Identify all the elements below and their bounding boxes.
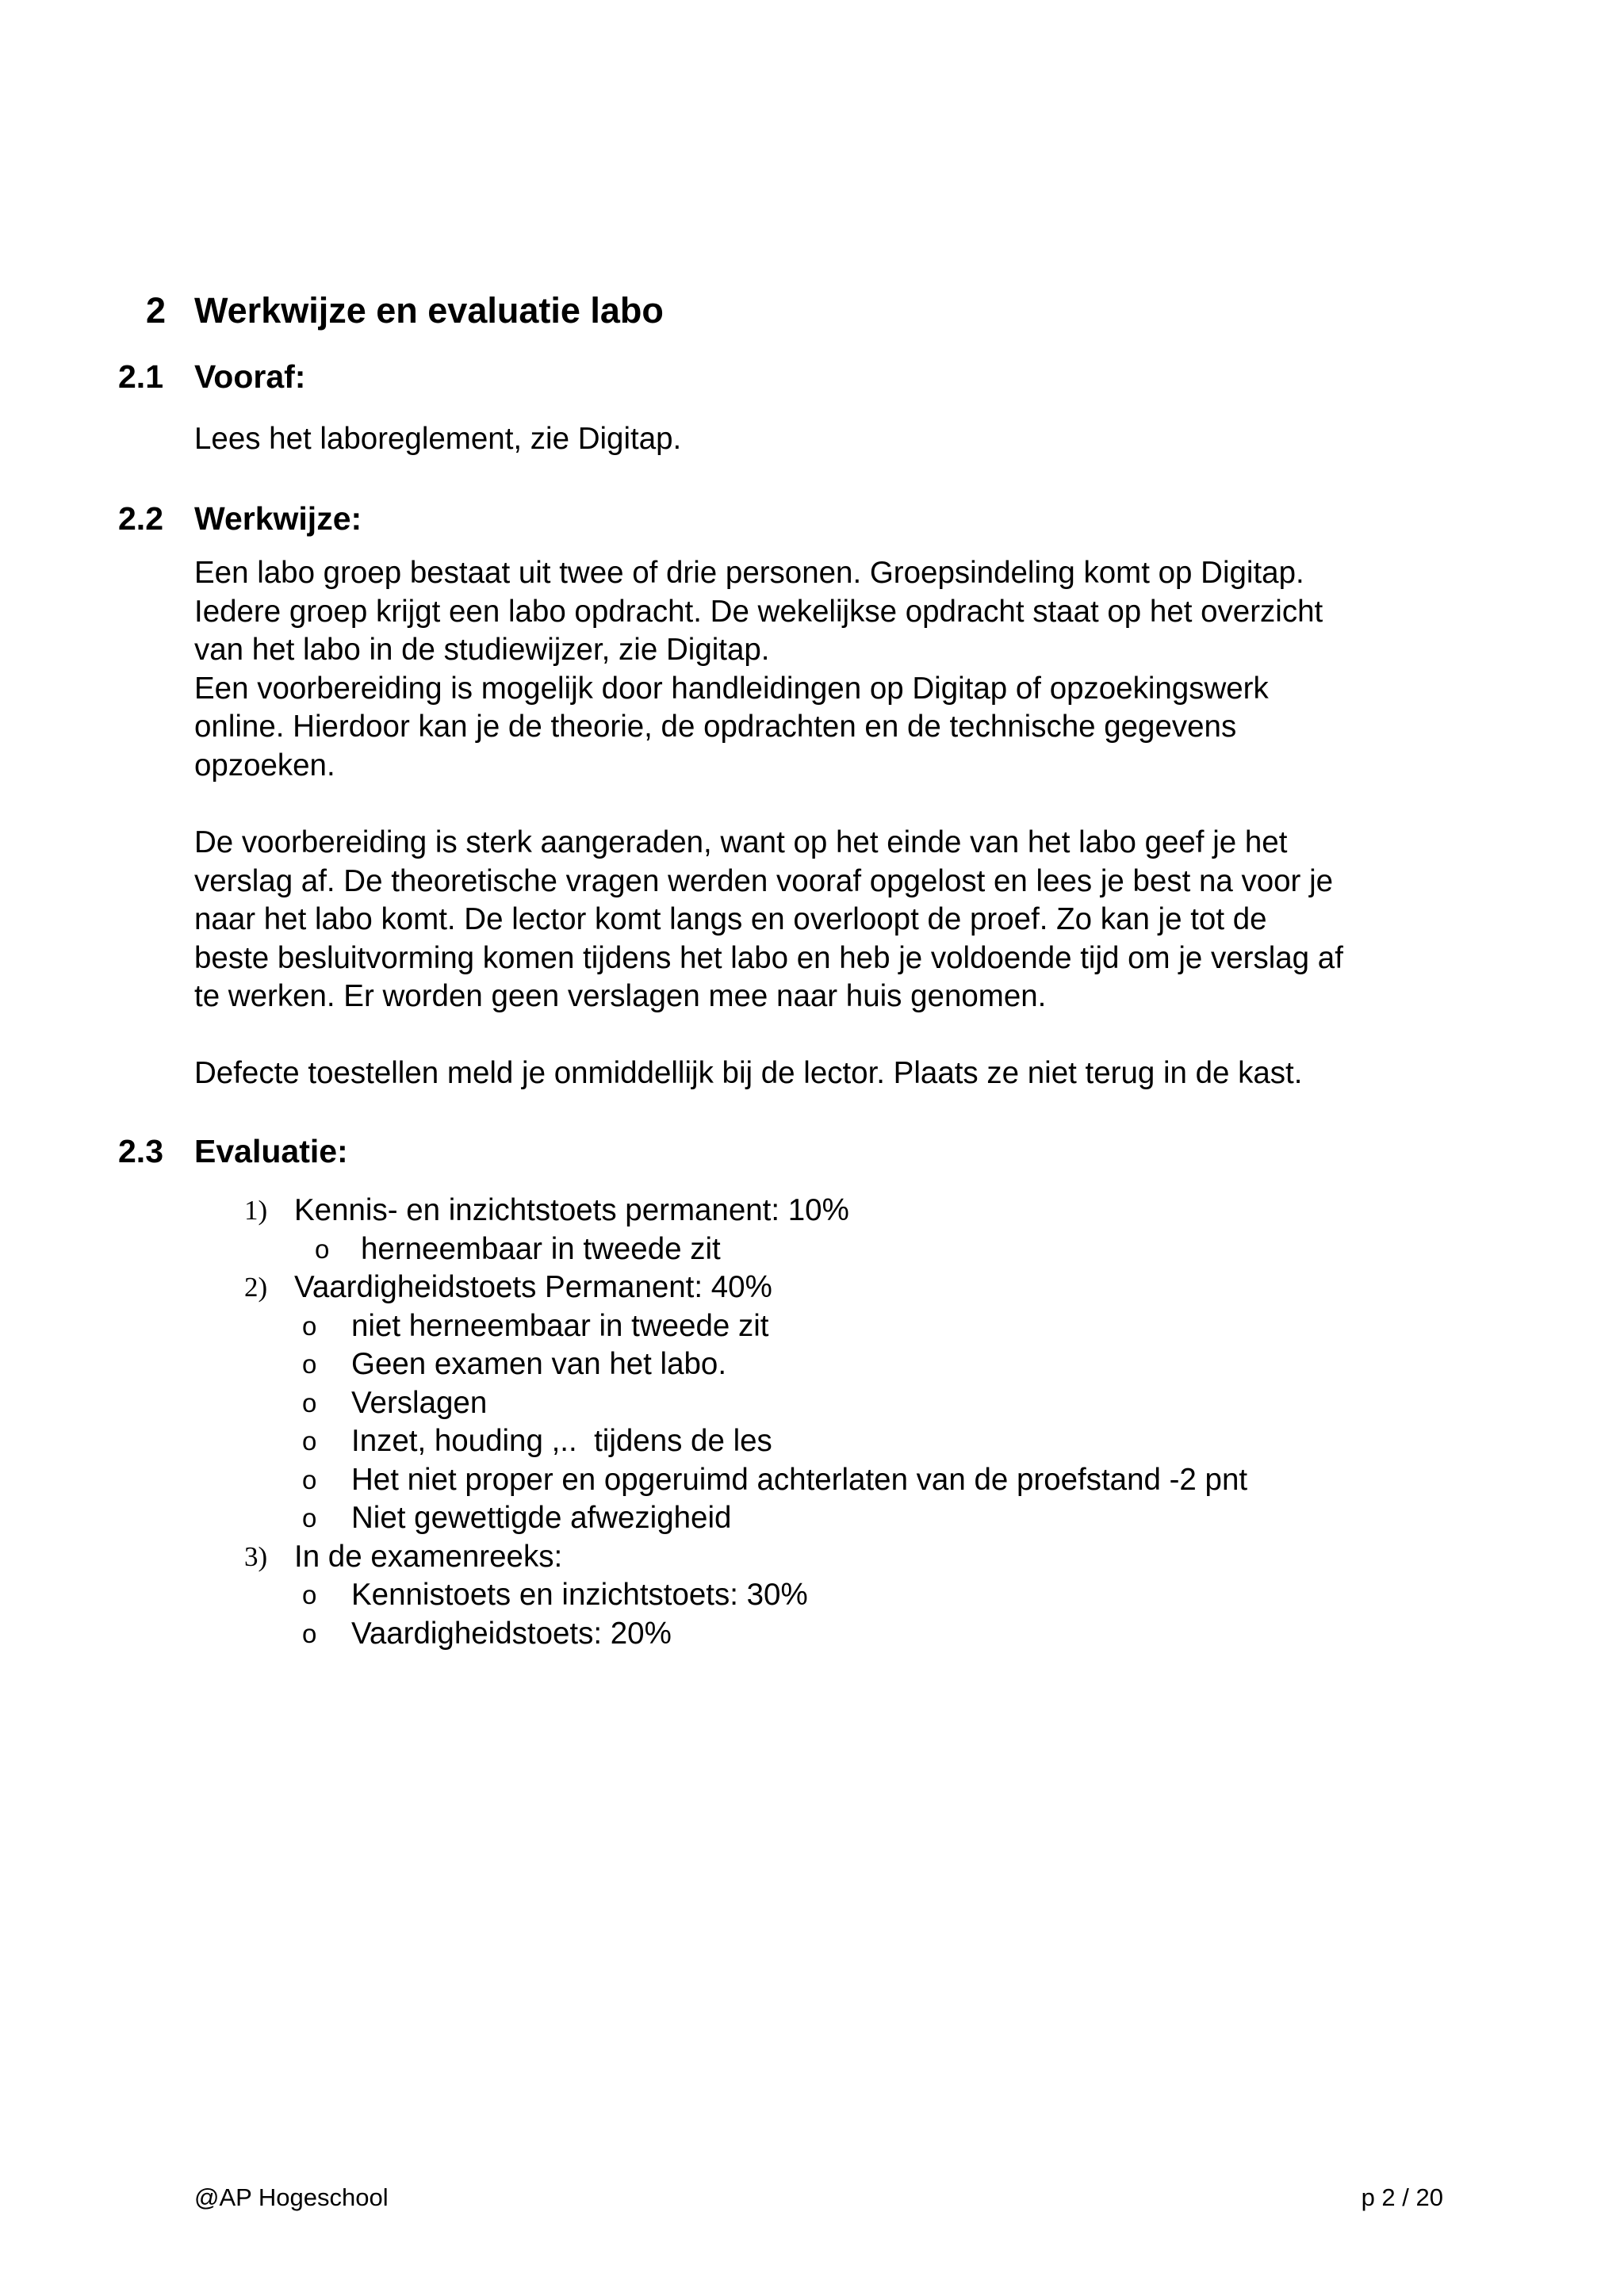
sub-list-item-text: herneembaar in tweede zit	[361, 1231, 721, 1266]
text-line: Een labo groep bestaat uit twee of drie personen. Groepsindeling komt op Digitap.	[194, 556, 1304, 590]
text-line: van het labo in de studiewijzer, zie Digitap.	[194, 633, 770, 667]
bullet-marker: o	[302, 1464, 317, 1494]
footer-page-number: p 2 / 20	[1361, 2183, 1443, 2211]
paragraph-werkwijze-2	[194, 824, 1343, 1016]
sub-list-item-text: Geen examen van het labo.	[351, 1347, 727, 1381]
sub-list-item-text: Verslagen	[351, 1385, 488, 1420]
text-line: te werken. Er worden geen verslagen mee naar huis genomen.	[194, 979, 1047, 1013]
list-item	[0, 1192, 1624, 1230]
subsection-title: Werkwijze:	[194, 500, 362, 537]
sub-list-item-text: Kennistoets en inzichtstoets: 30%	[351, 1578, 808, 1612]
list-item	[0, 1269, 1624, 1307]
bullet-marker: o	[302, 1618, 317, 1648]
paragraph-vooraf	[194, 420, 681, 459]
sub-list-item	[0, 1615, 1624, 1654]
section-number: 2	[146, 290, 167, 331]
sub-list-item-text: Niet gewettigde afwezigheid	[351, 1501, 732, 1535]
sub-list-item	[0, 1345, 1624, 1384]
list-number: 2)	[244, 1272, 268, 1303]
subsection-number: 2.2	[118, 500, 163, 537]
text-line: Iedere groep krijgt een labo opdracht. De wekelijkse opdracht staat op het overzicht	[194, 594, 1323, 629]
text-line: De voorbereiding is sterk aangeraden, want op het einde van het labo geef je het	[194, 825, 1288, 859]
text-line: Lees het laboreglement, zie Digitap.	[194, 422, 682, 456]
footer-institution: @AP Hogeschool	[194, 2183, 389, 2211]
bullet-marker: o	[302, 1580, 317, 1609]
bullet-marker: o	[302, 1503, 317, 1533]
text-line: verslag af. De theoretische vragen werden vooraf opgelost en lees je best na voor je	[194, 863, 1334, 898]
section-title: Werkwijze en evaluatie labo	[194, 290, 664, 331]
text-line: online. Hierdoor kan je de theorie, de opdrachten en de technische gegevens	[194, 710, 1237, 744]
subsection-title: Vooraf:	[194, 358, 306, 395]
bullet-marker: o	[302, 1387, 317, 1418]
sub-list-item-text: Het niet proper en opgeruimd achterlaten van de proefstand -2 pnt	[351, 1462, 1248, 1497]
subsection-title: Evaluatie:	[194, 1133, 348, 1169]
text-line: Defecte toestellen meld je onmiddellijk bij de lector. Plaats ze niet terug in de kast.	[194, 1056, 1303, 1090]
sub-list-item	[0, 1384, 1624, 1423]
list-number: 3)	[244, 1540, 268, 1572]
sub-list-item-text: Inzet, houding ,.. tijdens de les	[351, 1424, 772, 1458]
sub-list-item-text: niet herneembaar in tweede zit	[351, 1308, 769, 1343]
sub-list-item	[0, 1307, 1624, 1346]
sub-list-item	[0, 1499, 1624, 1538]
list-number: 1)	[244, 1195, 268, 1226]
bullet-marker: o	[315, 1234, 330, 1264]
subsection-number: 2.3	[118, 1133, 163, 1169]
list-item-text: Vaardigheidstoets Permanent: 40%	[294, 1270, 772, 1304]
text-line: beste besluitvorming komen tijdens het labo en heb je voldoende tijd om je verslag af	[194, 940, 1343, 975]
text-line: opzoeken.	[194, 748, 335, 783]
sub-list-item	[0, 1230, 1624, 1269]
list-item	[0, 1538, 1624, 1577]
sub-list-item	[0, 1576, 1624, 1615]
paragraph-werkwijze-3	[194, 1054, 1302, 1093]
bullet-marker: o	[302, 1349, 317, 1379]
bullet-marker: o	[302, 1311, 317, 1341]
sub-list-item-text: Vaardigheidstoets: 20%	[351, 1616, 672, 1651]
evaluation-list	[0, 1192, 1624, 1653]
text-line: naar het labo komt. De lector komt langs en overloopt de proef. Zo kan je tot de	[194, 902, 1267, 936]
sub-list-item	[0, 1422, 1624, 1461]
subsection-number: 2.1	[118, 358, 163, 395]
list-item-text: In de examenreeks:	[294, 1539, 563, 1574]
list-item-text: Kennis- en inzichtstoets permanent: 10%	[294, 1193, 849, 1227]
paragraph-werkwijze-1	[194, 554, 1323, 785]
text-line: Een voorbereiding is mogelijk door handleidingen op Digitap of opzoekingswerk	[194, 671, 1269, 706]
bullet-marker: o	[302, 1426, 317, 1456]
sub-list-item	[0, 1461, 1624, 1500]
